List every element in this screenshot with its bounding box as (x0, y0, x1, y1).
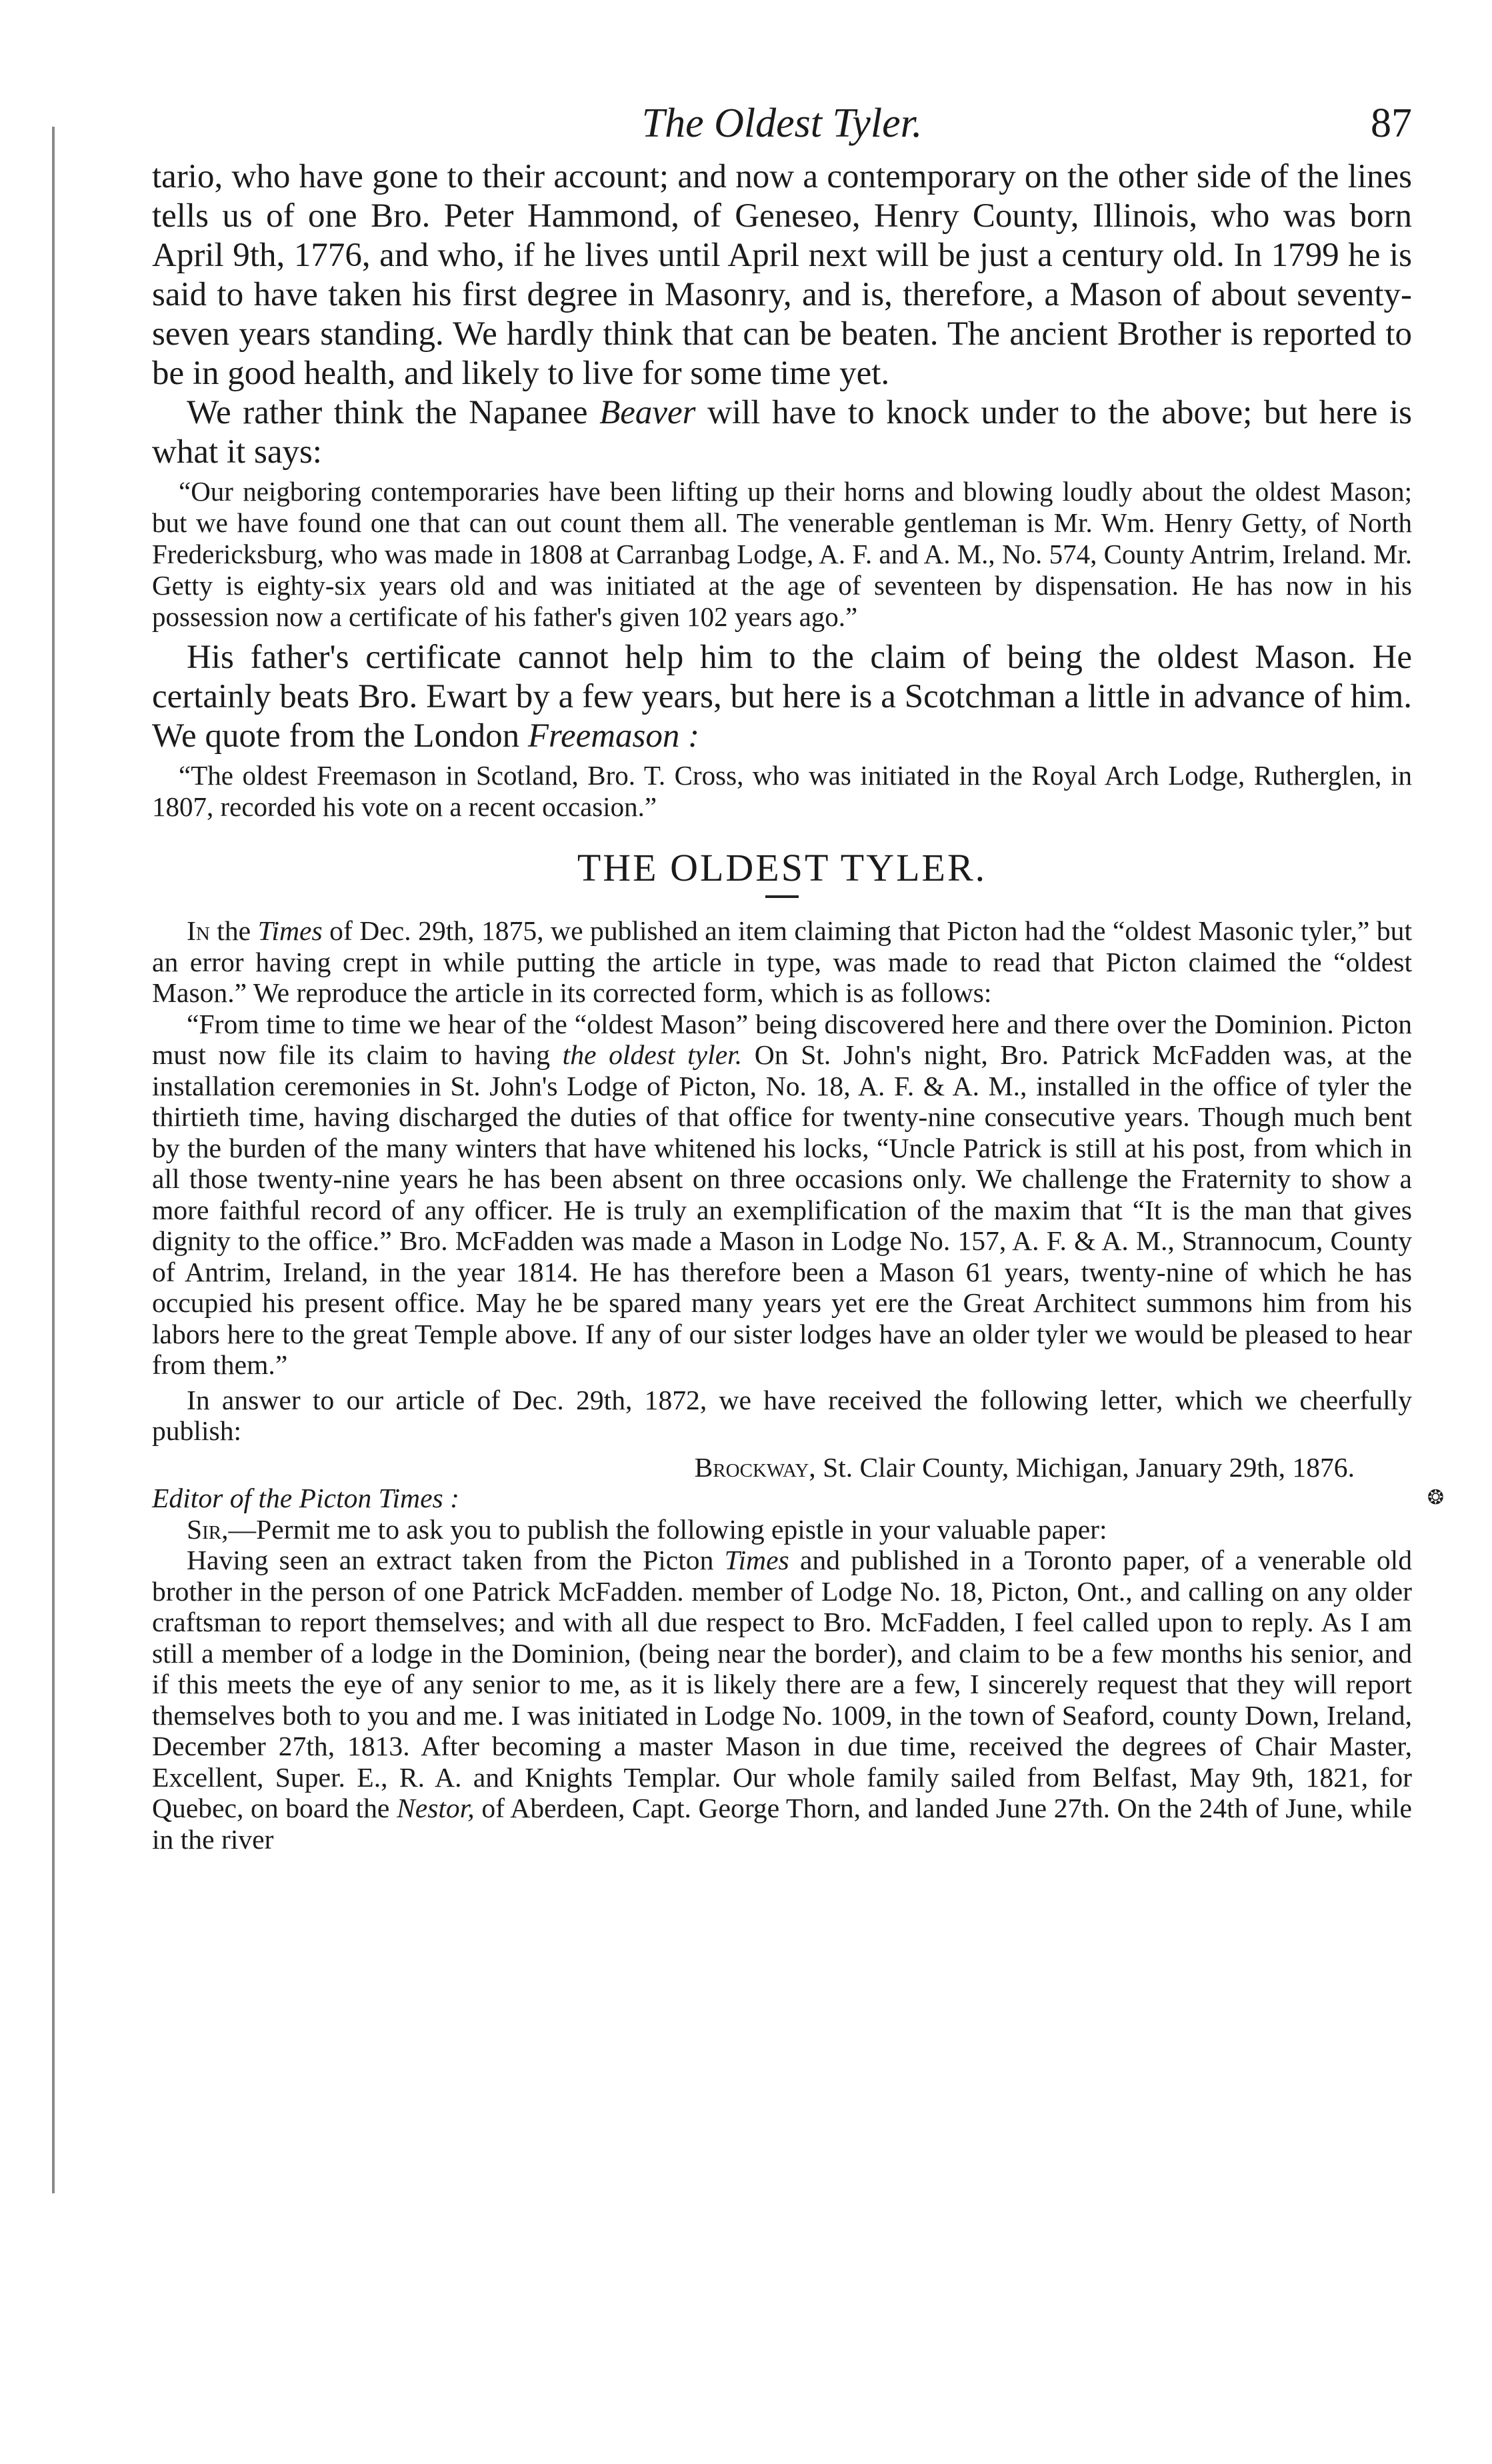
letter-salutation-line (152, 1483, 1444, 1514)
running-title: The Oldest Tyler. (641, 101, 923, 146)
editor-line: Editor of the Picton Times : (152, 1483, 459, 1513)
drop-word: In (187, 915, 210, 946)
article-paragraph-3: In answer to our article of Dec. 29th, 1872, we have received the following letter, which we cheerfully publish: (152, 1384, 1412, 1446)
page-number: 87 (1371, 101, 1412, 146)
letter-opening (152, 1514, 1412, 1545)
intro-p2-text-end: will have to knock under to the above; but here is what it says: (152, 394, 1412, 471)
article-paragraph-2 (152, 1009, 1412, 1381)
dateline-rest: St. Clair County, Michigan, January 29th, 1876. (815, 1451, 1355, 1483)
article-body (152, 915, 1444, 1855)
dateline-place: Brockway, (694, 1451, 816, 1483)
times-title: Times (257, 915, 323, 946)
page (152, 100, 1444, 1855)
intro-p3-text: His father's certificate cannot help him to the claim of being the oldest Mason. He certainly beats Bro. Ewart by a few years, but here is a Scotchman a little in advance of him. We quote from the London (152, 639, 1412, 755)
letter-times-title: Times (724, 1545, 789, 1575)
oldest-tyler-phrase: the oldest tyler. (562, 1039, 743, 1070)
intro-paragraph-1: tario, who have gone to their account; and now a contemporary on the other side of the lines tells us of one Bro. Peter Hammond, of Geneseo, Henry County, Illinois, who was born April 9th, 1776, and who, if he lives until April next will be just a century old. In 1799 he is said to have taken his first degree in Masonry, and is, therefore, a Mason of about seventy-seven years standing. We hardly think that can be beaten. The ancient Brother is reported to be in good health, and likely to live for some time yet. (152, 158, 1412, 392)
heading-rule (765, 895, 799, 898)
intro-paragraph-3 (152, 638, 1412, 756)
article-p1-text-end: of Dec. 29th, 1875, we published an item claiming that Picton had the “oldest Masonic tyler,” but an error having crept in while putting the article in type, was made to read that Picton claimed the “oldest Mason.” We reproduce the article in its corrected form, which is as follows: (152, 915, 1412, 1008)
freemason-title: Freemason : (527, 717, 700, 755)
section-heading: THE OLDEST TYLER. (577, 846, 987, 889)
running-head (152, 100, 1412, 157)
getty-quote: “Our neigboring contemporaries have been lifting up their horns and blowing loudly about the oldest Mason; but we have found one that can out count them all. The venerable gentleman is Mr. Wm. Henry Getty, of North Fredericksburg, who was made in 1808 at Carranbag Lodge, A. F. and A. M., No. 574, County Antrim, Ireland. Mr. Getty is eighty-six years old and was initiated at the age of seventeen by dispensation. He has now in his possession now a certificate of his father's given 102 years ago.” (152, 476, 1412, 632)
letter-body-text-3: of Aberdeen, Capt. George Thorn, and landed June 27th. On the 24th of June, while in the river (152, 1793, 1412, 1855)
salutation: Sir, (187, 1513, 229, 1545)
article-paragraph-1 (152, 915, 1412, 1009)
intro-paragraph-2 (152, 393, 1412, 472)
letter-body-text: Having seen an extract taken from the Picton (187, 1545, 725, 1575)
article-p2-text: “From time to time we hear of the “oldest Mason” being discovered here and there over the Dominion. Picton must now file its claim to having (152, 1008, 1412, 1070)
margin-rule (52, 127, 55, 2193)
letter-body (152, 1545, 1412, 1855)
ship-name: Nestor, (396, 1793, 475, 1823)
beaver-title: Beaver (599, 394, 696, 431)
intro-p2-text: We rather think the Napanee (187, 394, 600, 431)
letter-opening-text: —Permit me to ask you to publish the following epistle in your valuable paper: (228, 1513, 1107, 1545)
article-p1-text: the (209, 915, 258, 946)
letter-dateline (152, 1452, 1355, 1483)
marginal-mark: ❂ (1427, 1487, 1444, 1509)
letter-body-text-2: and published in a Toronto paper, of a venerable old brother in the person of one Patrick McFadden. member of Lodge No. 18, Picton, Ont., and calling on any older craftsman to report themselves; and with all due respect to Bro. McFadden, I feel called upon to reply. As I am still a member of a lodge in the Dominion, (being near the border), and claim to be a few months his senior, and if this meets the eye of any senior to me, as it is likely there are a few, I sincerely request that they will report themselves both to you and me. I was initiated in Lodge No. 1009, in the town of Seaford, county Down, Ireland, December 27th, 1813. After becoming a master Mason in due time, received the degrees of Chair Master, Excellent, Super. E., R. A. and Knights Templar. Our whole family sailed from Belfast, May 9th, 1821, for Quebec, on board the (152, 1545, 1412, 1823)
cross-quote: “The oldest Freemason in Scotland, Bro. T. Cross, who was initiated in the Royal Arch Lodge, Rutherglen, in 1807, recorded his vote on a recent occasion.” (152, 760, 1412, 822)
article-p2-text-end: On St. John's night, Bro. Patrick McFadden was, at the installation ceremonies in St. John's Lodge of Picton, No. 18, A. F. & A. M., installed in the office of tyler the thirtieth time, having discharged the duties of that office for twenty-nine consecutive years. Though much bent by the burden of the many winters that have whitened his locks, “Uncle Patrick is still at his post, from which in all those twenty-nine years he has been absent on three occasions only. We challenge the Fraternity to show a more faithful record of any officer. He is truly an exemplification of the maxim that “It is the man that gives dignity to the office.” Bro. McFadden was made a Mason in Lodge No. 157, A. F. & A. M., Strannocum, County of Antrim, Ireland, in the year 1814. He has therefore been a Mason 61 years, twenty-nine of which he has occupied his present office. May he be spared many years yet ere the Great Architect summons him from his labors here to the great Temple above. If any of our sister lodges have an older tyler we would be pleased to hear from them.” (152, 1039, 1412, 1380)
